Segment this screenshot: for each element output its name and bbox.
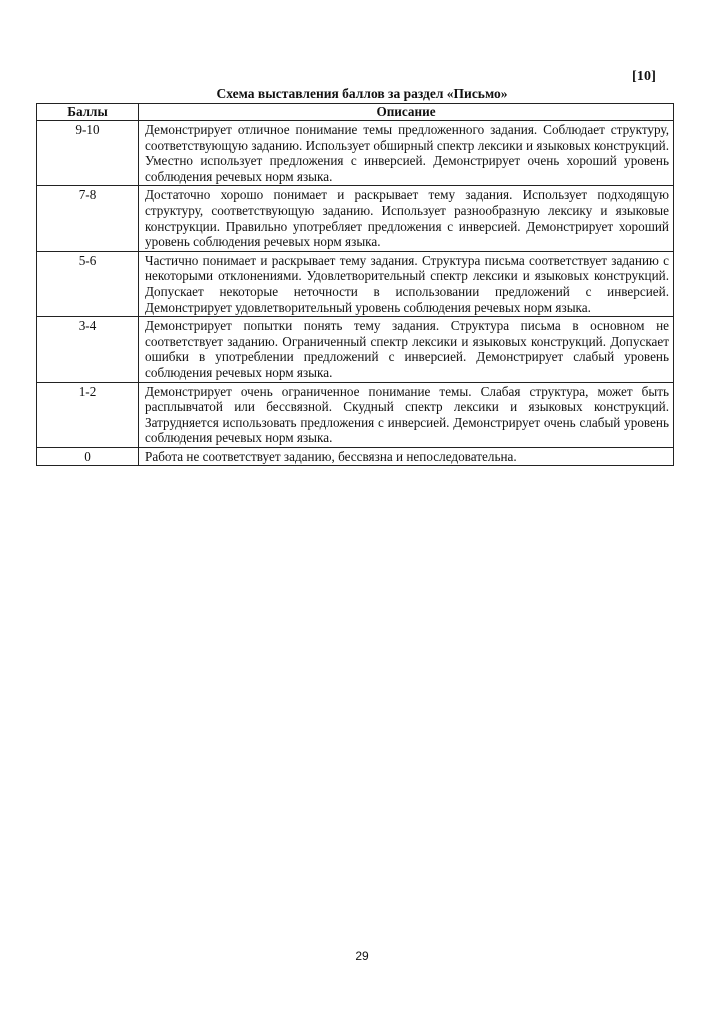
score-cell: 3-4	[37, 317, 139, 382]
score-cell: 7-8	[37, 186, 139, 251]
description-cell: Демонстрирует отличное понимание темы предложенного задания. Соблюдает структуру, соответствующую заданию. Использует обширный спектр лексики и языковых конструкций. Уместно использует предложения с инверсией. Демонстрирует очень хороший уровень соблюдения речевых норм языка.	[139, 121, 674, 186]
table-row	[37, 317, 674, 382]
section-title: Схема выставления баллов за раздел «Письмо»	[216, 86, 508, 101]
marks-label: [10]	[632, 69, 657, 84]
description-cell: Демонстрирует попытки понять тему задания. Структура письма в основном не соответствует заданию. Ограниченный спектр лексики и языковых конструкций. Допускает ошибки в употреблении предложений с инверсией. Демонстрирует слабый уровень соблюдения речевых норм языка.	[139, 317, 674, 382]
table-row	[37, 121, 674, 186]
description-cell: Демонстрирует очень ограниченное понимание темы. Слабая структура, может быть расплывчатой или бессвязной. Скудный спектр лексики и языковых конструкций. Затрудняется использовать предложения с инверсией. Демонстрирует очень слабый уровень соблюдения речевых норм языка.	[139, 382, 674, 447]
score-cell: 1-2	[37, 382, 139, 447]
page-number: 29	[355, 949, 369, 963]
score-cell: 0	[37, 447, 139, 466]
column-header-description: Описание	[139, 104, 674, 121]
column-header-score: Баллы	[37, 104, 139, 121]
description-cell: Работа не соответствует заданию, бессвязна и непоследовательна.	[139, 447, 674, 466]
description-cell: Частично понимает и раскрывает тему задания. Структура письма соответствует заданию с некоторыми отклонениями. Удовлетворительный спектр лексики и языковых конструкций. Допускает некоторые неточности в использовании предложений с инверсией. Демонстрирует удовлетворительный уровень соблюдения речевых норм языка.	[139, 251, 674, 316]
scoring-table	[36, 103, 674, 466]
table-header-row	[37, 104, 674, 121]
table-row	[37, 251, 674, 316]
description-cell: Достаточно хорошо понимает и раскрывает тему задания. Использует подходящую структуру, соответствующую заданию. Использует разнообразную лексику и языковые конструкции. Правильно употребляет предложения с инверсией. Демонстрирует хороший уровень соблюдения речевых норм языка.	[139, 186, 674, 251]
table-row	[37, 447, 674, 466]
table-row	[37, 382, 674, 447]
table-row	[37, 186, 674, 251]
score-cell: 5-6	[37, 251, 139, 316]
score-cell: 9-10	[37, 121, 139, 186]
